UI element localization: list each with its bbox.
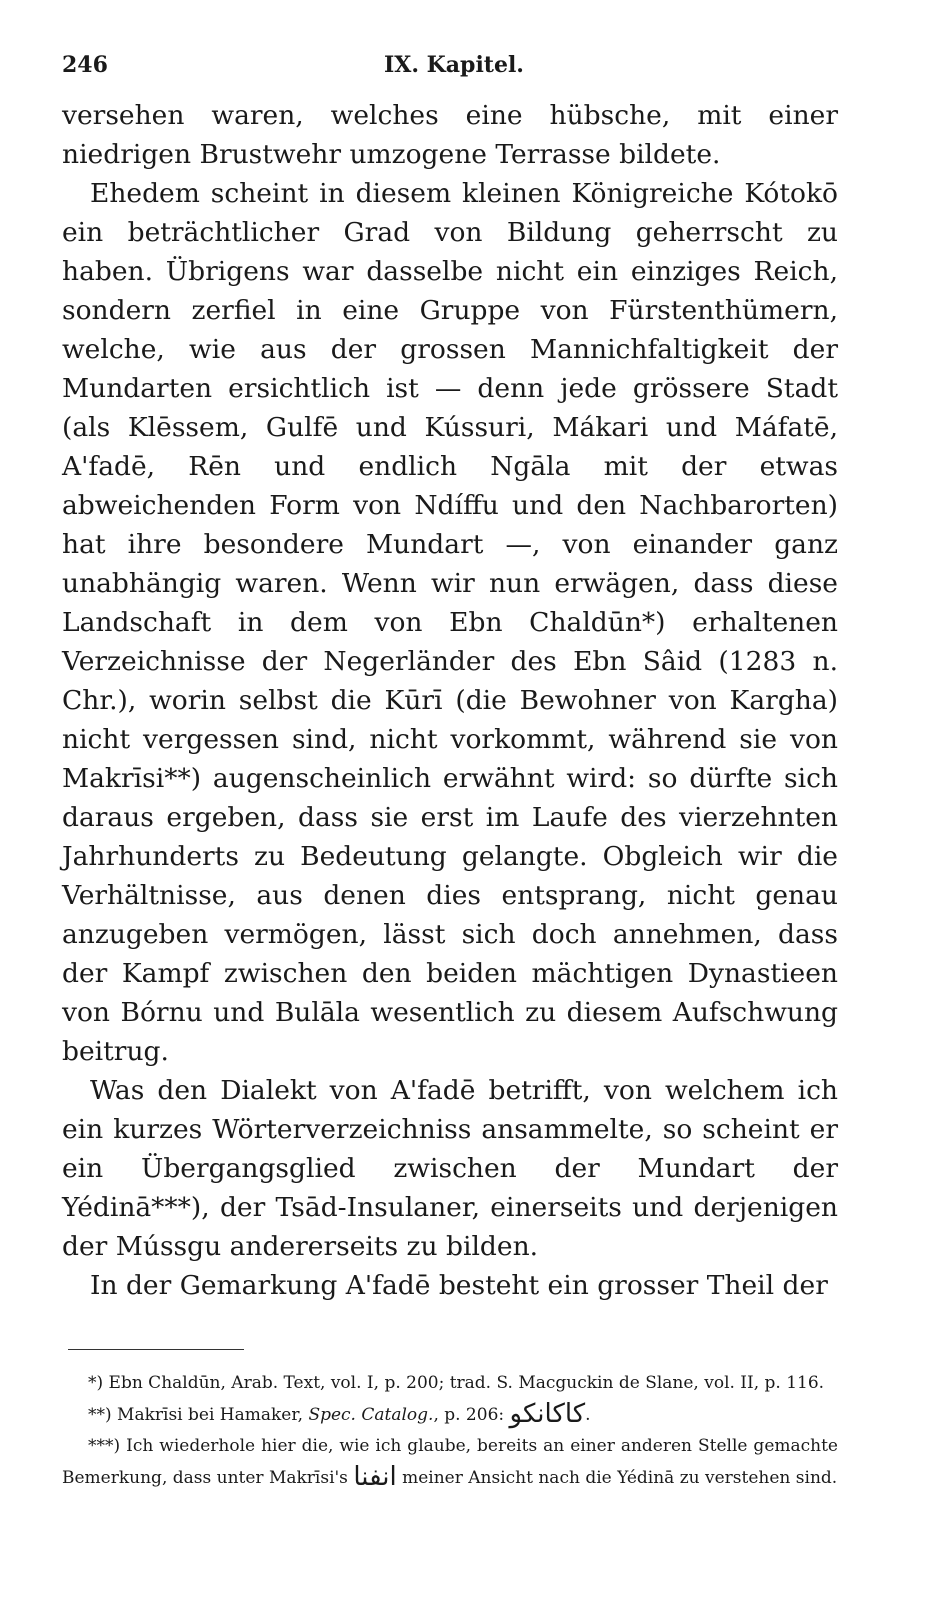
footnote-2-text: **) Makrīsi bei Hamaker, bbox=[88, 1405, 309, 1425]
footnote-1: *) Ebn Chaldūn, Arab. Text, vol. I, p. 200; trad. S. Macguckin de Slane, vol. II, p. 116. bbox=[88, 1373, 825, 1393]
book-page bbox=[62, 52, 838, 1494]
footnotes bbox=[62, 1368, 838, 1494]
footnote-2 bbox=[62, 1399, 838, 1431]
footnote-2-page: , p. 206: bbox=[433, 1405, 510, 1425]
paragraph-2: Ehedem scheint in diesem kleinen Königreiche Kótokō ein beträchtlicher Grad von Bildung geherrscht zu haben. Übrigens war dasselbe nicht ein einziges Reich, sondern zerfiel in eine Gruppe von Fürstenthümern, welche, wie aus der grossen Mannichfaltigkeit der Mundarten ersichtlich ist — denn jede grössere Stadt (als Klēssem, Gulfē und Kússuri, Mákari und Máfatē, A'fadē, Rēn und endlich Ngāla mit der etwas abweichenden Form von Ndíffu und den Nachbarorten) hat ihre besondere Mundart —, von einander ganz unabhängig waren. Wenn wir nun erwägen, dass diese Landschaft in dem von Ebn Chaldūn*) erhaltenen Verzeichnisse der Negerländer des Ebn Sâid (1283 n. Chr.), worin selbst die Kūrī (die Bewohner von Kargha) nicht vergessen sind, nicht vorkommt, während sie von Makrīsi**) augenscheinlich erwähnt wird: so dürfte sich daraus ergeben, dass sie erst im Laufe des vierzehnten Jahrhunderts zu Bedeutung gelangte. Obgleich wir die Verhältnisse, aus denen dies entsprang, nicht genau anzugeben vermögen, lässt sich doch annehmen, dass der Kampf zwischen den beiden mächtigen Dynastieen von Bórnu und Bulāla wesentlich zu diesem Aufschwung beitrug. bbox=[62, 178, 838, 1067]
footnote-2-end: . bbox=[585, 1405, 591, 1425]
paragraph-4: In der Gemarkung A'fadē besteht ein grosser Theil der bbox=[90, 1270, 828, 1301]
page-number: 246 bbox=[62, 52, 108, 78]
running-header bbox=[62, 52, 838, 92]
footnote-2-title: Spec. Catalog. bbox=[308, 1405, 434, 1425]
footnote-2-arabic: كاكانكو bbox=[509, 1399, 586, 1429]
chapter-title: IX. Kapitel. bbox=[384, 52, 524, 78]
footnote-3-rest: meiner Ansicht nach die Yédinā zu verstehen sind. bbox=[396, 1468, 838, 1488]
paragraph-3: Was den Dialekt von A'fadē betrifft, von welchem ich ein kurzes Wörterverzeichniss ansammelte, so scheint er ein Übergangsglied zwischen der Mundart der Yédinā***), der Tsād-Insulaner, einerseits und derjenigen der Mússgu andererseits zu bilden. bbox=[62, 1075, 838, 1262]
footnote-3 bbox=[62, 1431, 838, 1494]
footnote-3-arabic: انفنا bbox=[353, 1462, 397, 1492]
footnote-divider bbox=[68, 1349, 244, 1350]
footnote-3-text: ***) Ich wiederhole hier die, wie ich glaube, bereits an einer anderen Stelle gemachte Bemerkung, dass unter Makrīsi's bbox=[62, 1436, 838, 1488]
paragraph-1: versehen waren, welches eine hübsche, mit einer niedrigen Brustwehr umzogene Terrasse bildete. bbox=[62, 100, 838, 170]
body-text bbox=[62, 96, 838, 1305]
